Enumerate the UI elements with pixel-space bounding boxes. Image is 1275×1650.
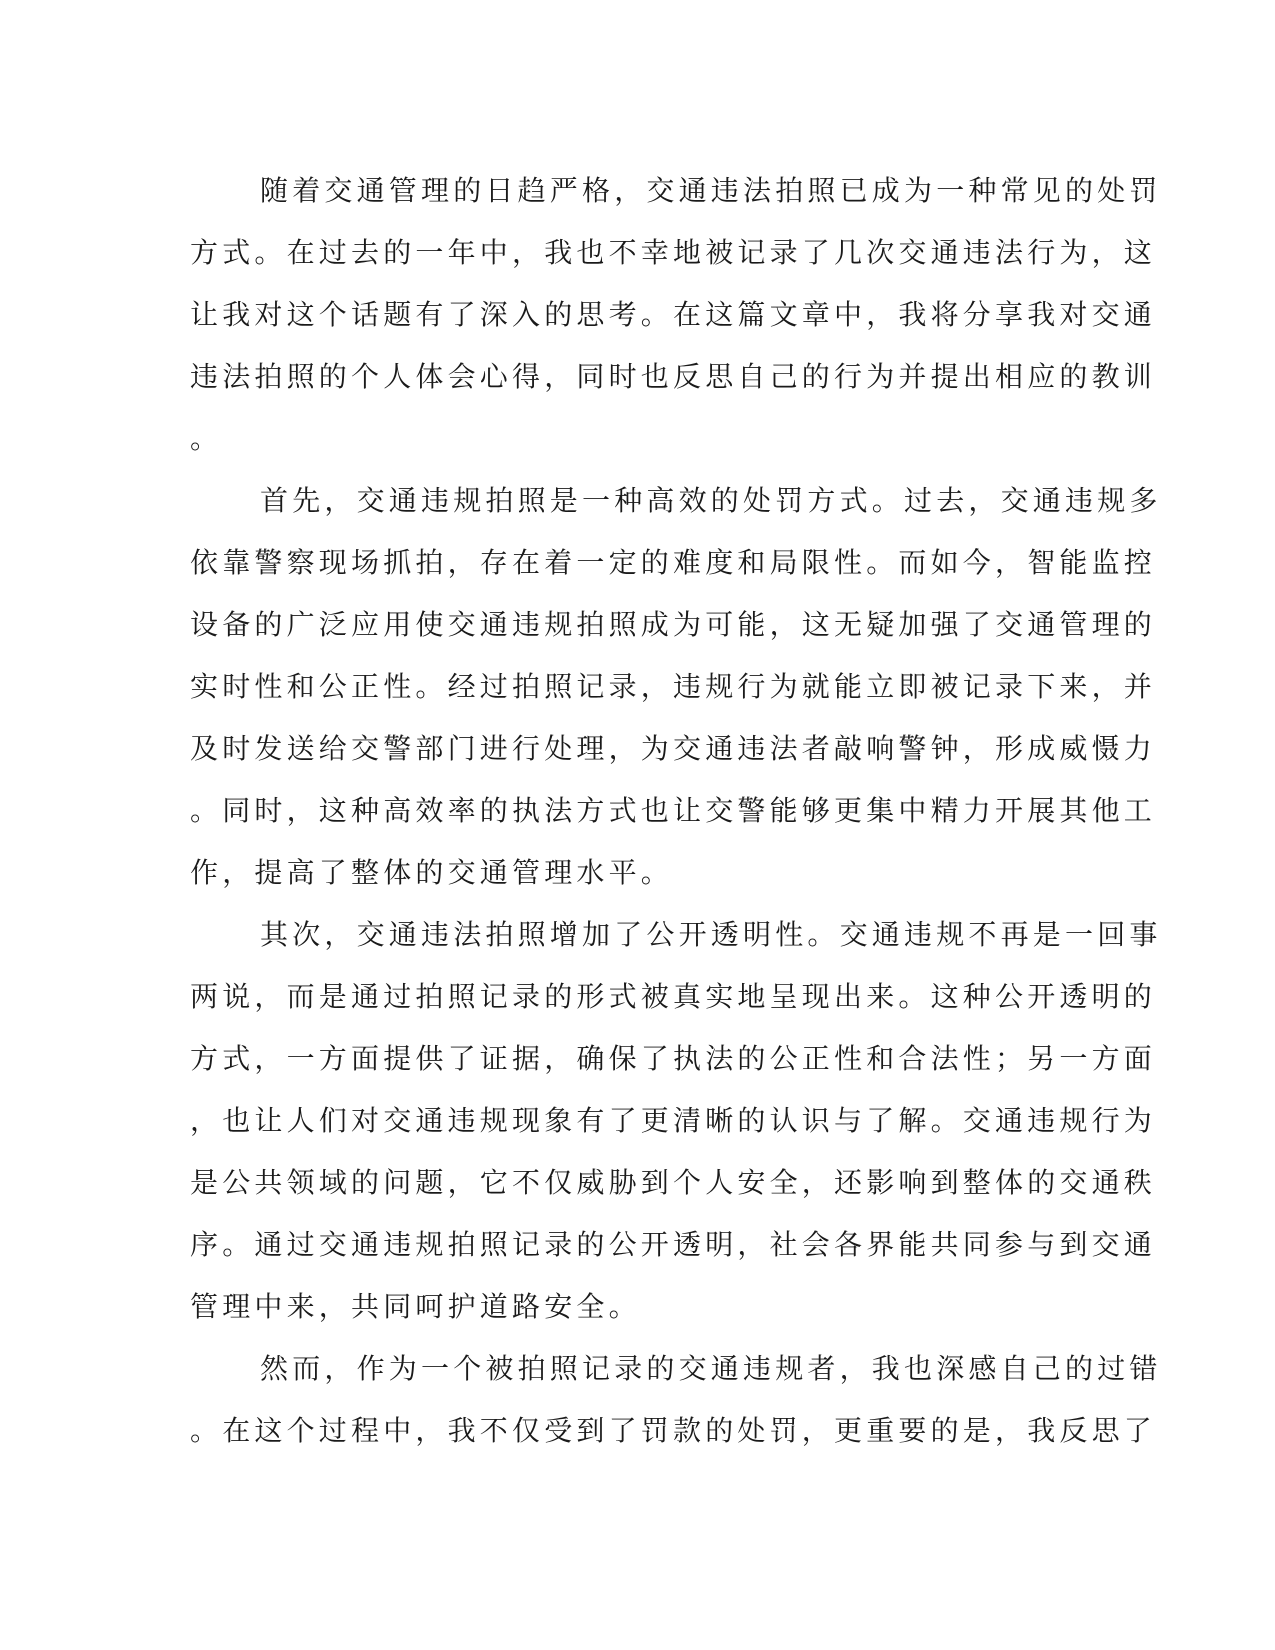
paragraph-1-line-4: 违法拍照的个人体会心得，同时也反思自己的行为并提出相应的教训 (190, 360, 1157, 393)
paragraph-4-line-2: 。在这个过程中，我不仅受到了罚款的处罚，更重要的是，我反思了 (190, 1414, 1157, 1447)
paragraph-1-line-2: 方式。在过去的一年中，我也不幸地被记录了几次交通违法行为，这 (190, 236, 1157, 269)
paragraph-3-line-6: 序。通过交通违规拍照记录的公开透明，社会各界能共同参与到交通 (190, 1228, 1157, 1261)
paragraph-2-line-7: 作，提高了整体的交通管理水平。 (190, 856, 674, 889)
paragraph-4-line-1: 然而，作为一个被拍照记录的交通违规者，我也深感自己的过错 (260, 1352, 1162, 1385)
paragraph-1-line-5: 。 (190, 422, 223, 455)
paragraph-3-line-7: 管理中来，共同呵护道路安全。 (190, 1290, 641, 1323)
paragraph-2-line-5: 及时发送给交警部门进行处理，为交通违法者敲响警钟，形成威慑力 (190, 732, 1157, 765)
paragraph-3-line-3: 方式，一方面提供了证据，确保了执法的公正性和合法性；另一方面 (190, 1042, 1157, 1075)
paragraph-1-line-1: 随着交通管理的日趋严格，交通违法拍照已成为一种常见的处罚 (260, 174, 1162, 207)
paragraph-2-line-1: 首先，交通违规拍照是一种高效的处罚方式。过去，交通违规多 (260, 484, 1162, 517)
document-body (190, 160, 1162, 1462)
paragraph-3-line-5: 是公共领域的问题，它不仅威胁到个人安全，还影响到整体的交通秩 (190, 1166, 1157, 1199)
paragraph-2-line-3: 设备的广泛应用使交通违规拍照成为可能，这无疑加强了交通管理的 (190, 608, 1157, 641)
paragraph-3-line-1: 其次，交通违法拍照增加了公开透明性。交通违规不再是一回事 (260, 918, 1162, 951)
paragraph-2-line-4: 实时性和公正性。经过拍照记录，违规行为就能立即被记录下来，并 (190, 670, 1157, 703)
paragraph-1-line-3: 让我对这个话题有了深入的思考。在这篇文章中，我将分享我对交通 (190, 298, 1157, 331)
paragraph-3-line-2: 两说，而是通过拍照记录的形式被真实地呈现出来。这种公开透明的 (190, 980, 1157, 1013)
paragraph-3-line-4: ，也让人们对交通违规现象有了更清晰的认识与了解。交通违规行为 (190, 1104, 1157, 1137)
paragraph-2-line-2: 依靠警察现场抓拍，存在着一定的难度和局限性。而如今，智能监控 (190, 546, 1157, 579)
paragraph-2-line-6: 。同时，这种高效率的执法方式也让交警能够更集中精力开展其他工 (190, 794, 1157, 827)
